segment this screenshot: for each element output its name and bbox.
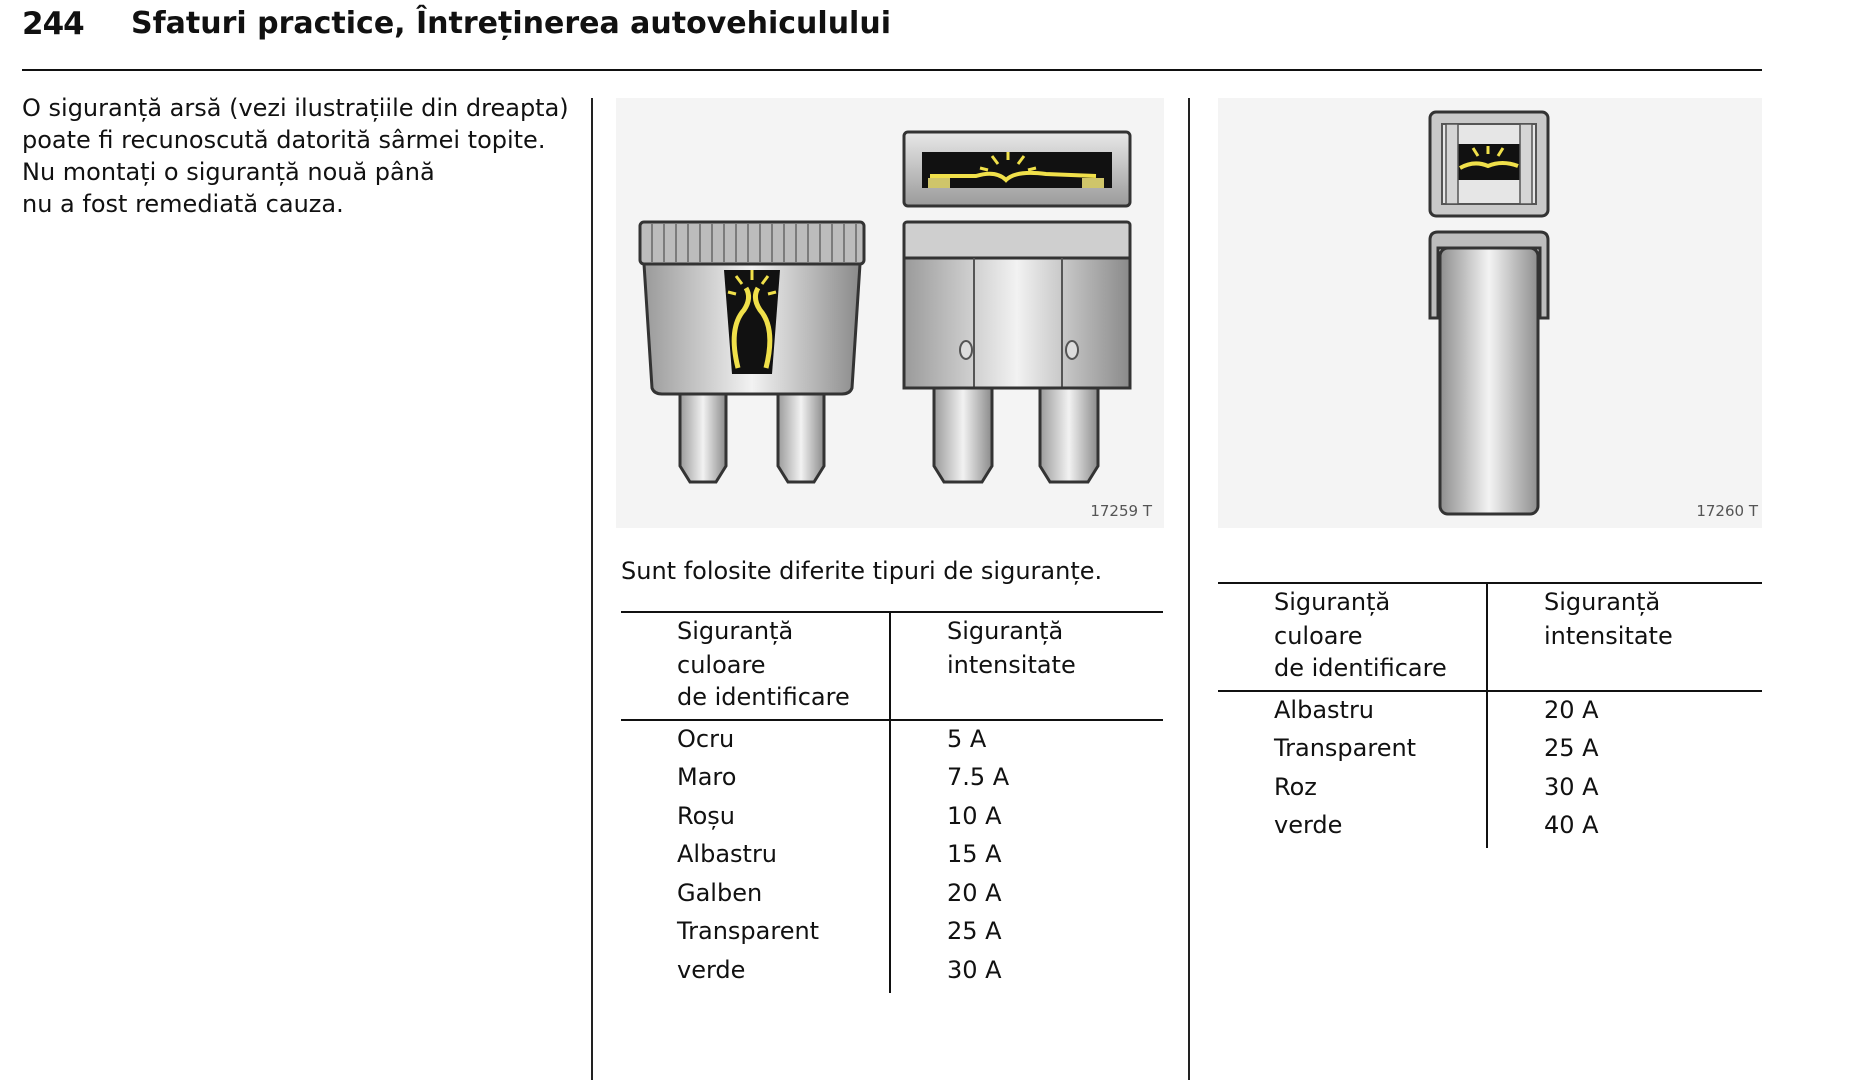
table-header-rule <box>1218 690 1762 692</box>
header-divider <box>22 69 1762 71</box>
fuse-rating-cell: 40 A <box>1544 811 1599 839</box>
fuse-rating-cell: 5 A <box>947 725 987 753</box>
header-color <box>1274 584 1447 684</box>
blade-fuse-illustration <box>616 98 1164 528</box>
fuse-rating-cell: 25 A <box>1544 734 1599 762</box>
fuse-table-left <box>621 611 1163 993</box>
header-line: intensitate <box>947 651 1076 679</box>
fuse-color-cell: Transparent <box>677 917 820 945</box>
cartridge-fuse-illustration <box>1218 98 1762 528</box>
header-line: Siguranță <box>677 617 794 645</box>
intro-line: poate fi recunoscută datorită sârmei topite. <box>22 126 546 154</box>
blade-fuse-drawing <box>616 98 1164 528</box>
fuse-color-cell: Roz <box>1274 773 1317 801</box>
fuse-color-cell: verde <box>677 956 746 984</box>
header-color <box>677 613 850 713</box>
fuse-color-cell: Ocru <box>677 725 735 753</box>
header-line: Siguranță <box>1544 588 1661 616</box>
fuse-rating-cell: 30 A <box>947 956 1002 984</box>
header-rating <box>947 613 1076 681</box>
fuse-rating-cell: 20 A <box>947 879 1002 907</box>
header-line: Siguranță <box>1274 588 1391 616</box>
page-number: 244 <box>22 6 84 42</box>
header-line: Siguranță <box>947 617 1064 645</box>
fuse-table-right <box>1218 582 1762 848</box>
header-line: de identificare <box>1274 654 1447 682</box>
fuse-color-cell: Galben <box>677 879 763 907</box>
cartridge-fuse-drawing <box>1218 98 1762 528</box>
intro-line: Nu montați o siguranță nouă până <box>22 158 435 186</box>
fuse-rating-cell: 15 A <box>947 840 1002 868</box>
fuse-color-cell: Transparent <box>1274 734 1417 762</box>
table-header-rule <box>621 719 1163 721</box>
fuse-rating-cell: 7.5 A <box>947 763 1010 791</box>
column-divider-right <box>1188 98 1190 1080</box>
figure-code: 17260 T <box>1696 502 1758 520</box>
header-line: culoare <box>677 651 766 679</box>
table-column-rule <box>1486 582 1488 848</box>
column-divider-left <box>591 98 593 1080</box>
table-column-rule <box>889 611 891 993</box>
intro-line: O siguranță arsă (vezi ilustrațiile din dreapta) <box>22 94 569 122</box>
fuse-color-cell: Albastru <box>1274 696 1375 724</box>
fuse-color-cell: verde <box>1274 811 1343 839</box>
fuse-rating-cell: 20 A <box>1544 696 1599 724</box>
header-line: intensitate <box>1544 622 1673 650</box>
fuse-rating-cell: 10 A <box>947 802 1002 830</box>
header-line: de identificare <box>677 683 850 711</box>
intro-line: nu a fost remediată cauza. <box>22 190 344 218</box>
page-title: Sfaturi practice, Întreținerea autovehiculului <box>131 6 891 41</box>
figure-code: 17259 T <box>1090 502 1152 520</box>
header-line: culoare <box>1274 622 1363 650</box>
header-rating <box>1544 584 1673 652</box>
intro-paragraph <box>22 92 582 220</box>
fuse-color-cell: Roșu <box>677 802 735 830</box>
fuse-types-caption: Sunt folosite diferite tipuri de siguranțe. <box>621 557 1103 585</box>
fuse-rating-cell: 25 A <box>947 917 1002 945</box>
fuse-rating-cell: 30 A <box>1544 773 1599 801</box>
fuse-color-cell: Albastru <box>677 840 778 868</box>
fuse-color-cell: Maro <box>677 763 737 791</box>
